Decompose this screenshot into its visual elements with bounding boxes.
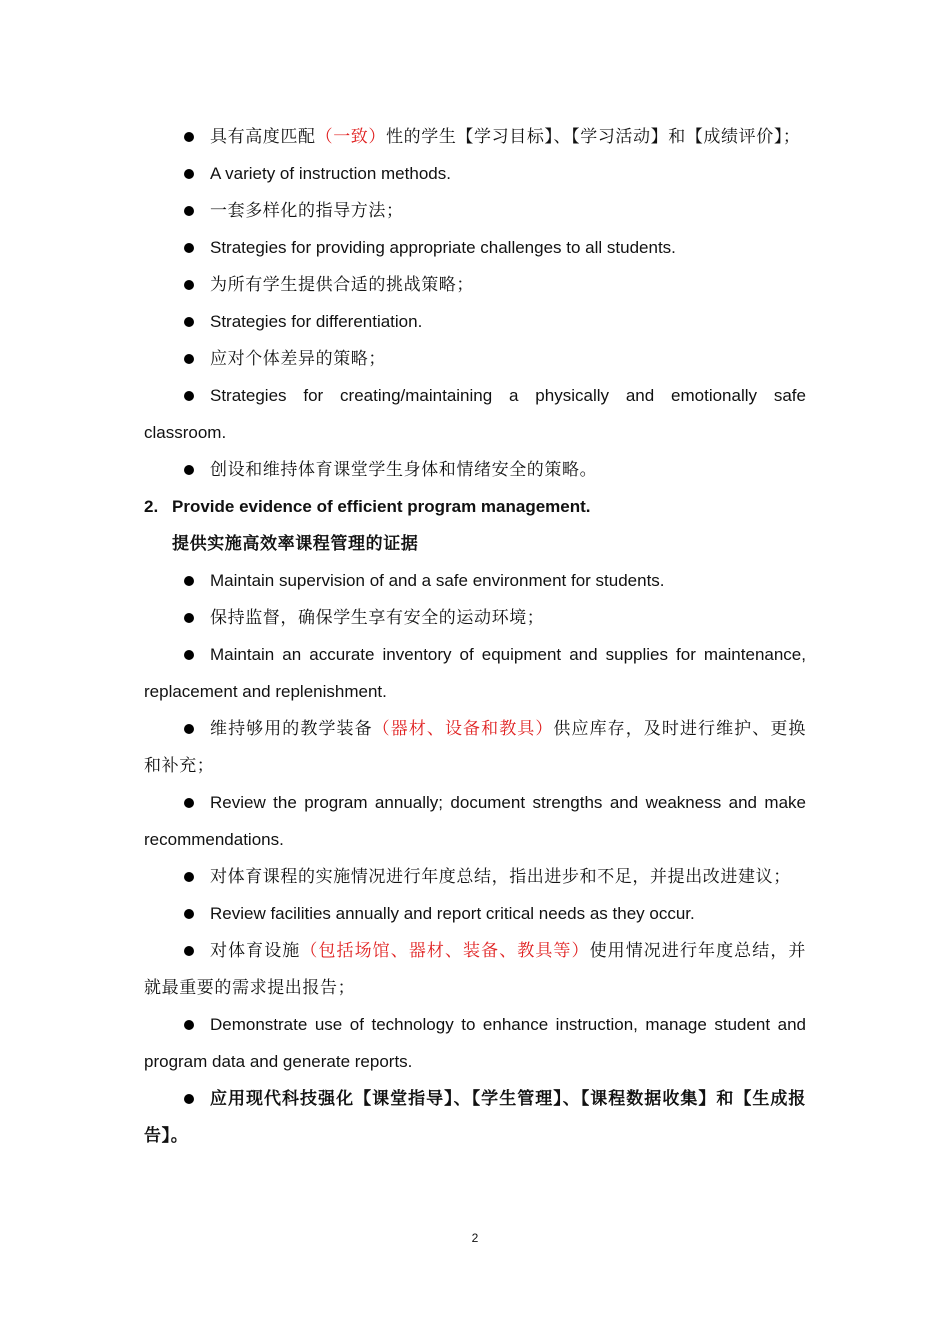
- bullet-item: 维持够用的教学装备（器材、设备和教具）供应库存，及时进行维护、更换和补充；: [144, 710, 806, 784]
- bullet-item: Demonstrate use of technology to enhance instruction, manage student and program data and generate reports.: [144, 1006, 806, 1080]
- section-number: 2.: [144, 497, 159, 516]
- bullet-item: Maintain supervision of and a safe environment for students.: [144, 562, 806, 599]
- bullet-item: 应对个体差异的策略；: [144, 340, 806, 377]
- red-annotation: （包括场馆、器材、装备、教具等）: [300, 941, 590, 960]
- red-annotation: （器材、设备和教具）: [372, 719, 554, 738]
- bullet-item: Strategies for differentiation.: [144, 303, 806, 340]
- bullet-item: Strategies for creating/maintaining a physically and emotionally safe classroom.: [144, 377, 806, 451]
- section-subtitle: 提供实施高效率课程管理的证据: [172, 534, 419, 553]
- bullet-item: 一套多样化的指导方法；: [144, 192, 806, 229]
- bullet-item: A variety of instruction methods.: [144, 155, 806, 192]
- bullet-item: 应用现代科技强化【课堂指导】、【学生管理】、【课程数据收集】和【生成报告】。: [144, 1080, 806, 1154]
- section-heading: [144, 488, 806, 525]
- page-number: 2: [471, 1231, 479, 1245]
- bullet-item: Review the program annually; document strengths and weakness and make recommendations.: [144, 784, 806, 858]
- bullet-item: 保持监督，确保学生享有安全的运动环境；: [144, 599, 806, 636]
- bullet-item: Maintain an accurate inventory of equipment and supplies for maintenance, replacement and replenishment.: [144, 636, 806, 710]
- bullet-item: 为所有学生提供合适的挑战策略；: [144, 266, 806, 303]
- section-title: Provide evidence of efficient program management.: [172, 497, 591, 516]
- bullet-item: 对体育设施（包括场馆、器材、装备、教具等）使用情况进行年度总结，并就最重要的需求提出报告；: [144, 932, 806, 1006]
- bullet-item: 对体育课程的实施情况进行年度总结，指出进步和不足，并提出改进建议；: [144, 858, 806, 895]
- bullet-item: 具有高度匹配（一致）性的学生【学习目标】、【学习活动】和【成绩评价】；: [144, 118, 806, 155]
- bullet-item: 创设和维持体育课堂学生身体和情绪安全的策略。: [144, 451, 806, 488]
- bullet-item: Review facilities annually and report critical needs as they occur.: [144, 895, 806, 932]
- bullet-item: Strategies for providing appropriate challenges to all students.: [144, 229, 806, 266]
- red-annotation: （一致）: [315, 127, 387, 146]
- page-content: [144, 118, 806, 1154]
